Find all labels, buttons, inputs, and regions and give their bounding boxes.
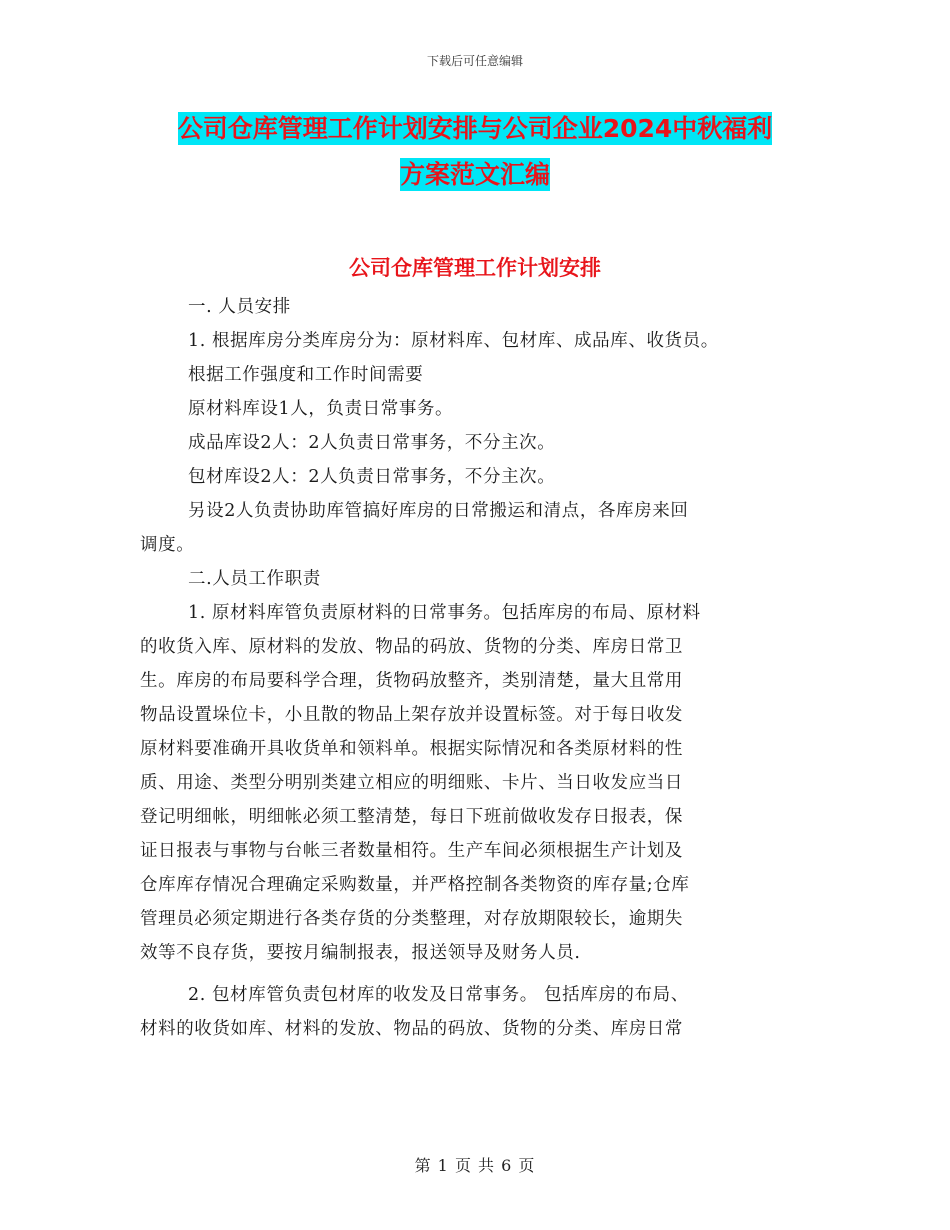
paragraph-line: 成品库设2人：2人负责日常事务，不分主次。 bbox=[188, 433, 556, 453]
document-title-line-1: 公司仓库管理工作计划安排与公司企业2024中秋福利 bbox=[177, 114, 773, 143]
document-title-line-2: 方案范文汇编 bbox=[399, 160, 550, 189]
paragraph-line: 的收货入库、原材料的发放、物品的码放、货物的分类、库房日常卫 bbox=[140, 637, 683, 657]
section-heading: 二.人员工作职责 bbox=[188, 569, 321, 589]
paragraph-line: 仓库库存情况合理确定采购数量，并严格控制各类物资的库存量;仓库 bbox=[140, 875, 690, 895]
paragraph-line: 原材料要准确开具收货单和领料单。根据实际情况和各类原材料的性 bbox=[140, 739, 683, 759]
paragraph-line: 1. 根据库房分类库房分为：原材料库、包材库、成品库、收货员。 bbox=[188, 331, 719, 351]
page-header: 下载后可任意编辑 bbox=[426, 54, 523, 68]
paragraph-line: 1. 原材料库管负责原材料的日常事务。包括库房的布局、原材料 bbox=[188, 603, 701, 623]
paragraph-line: 质、用途、类型分明别类建立相应的明细账、卡片、当日收发应当日 bbox=[140, 773, 683, 793]
paragraph-line: 2. 包材库管负责包材库的收发及日常事务。 包括库房的布局、 bbox=[188, 985, 689, 1005]
paragraph-line: 生。库房的布局要科学合理，货物码放整齐，类别清楚，量大且常用 bbox=[140, 671, 683, 691]
document-body bbox=[140, 290, 820, 1046]
paragraph-line: 包材库设2人：2人负责日常事务，不分主次。 bbox=[188, 467, 556, 487]
paragraph-line: 登记明细帐，明细帐必须工整清楚，每日下班前做收发存日报表，保 bbox=[140, 807, 683, 827]
paragraph-line: 效等不良存货，要按月编制报表，报送领导及财务人员. bbox=[140, 943, 581, 963]
section-title: 公司仓库管理工作计划安排 bbox=[349, 256, 601, 280]
paragraph-line: 证日报表与事物与台帐三者数量相符。生产车间必须根据生产计划及 bbox=[140, 841, 683, 861]
page-footer: 第 1 页 共 6 页 bbox=[414, 1156, 536, 1175]
paragraph-line: 根据工作强度和工作时间需要 bbox=[188, 365, 424, 385]
paragraph-line: 物品设置垛位卡，小且散的物品上架存放并设置标签。对于每日收发 bbox=[140, 705, 683, 725]
section-heading: 一. 人员安排 bbox=[188, 297, 291, 317]
paragraph-line: 材料的收货如库、材料的发放、物品的码放、货物的分类、库房日常 bbox=[140, 1019, 683, 1039]
paragraph-line: 管理员必须定期进行各类存货的分类整理，对存放期限较长，逾期失 bbox=[140, 909, 683, 929]
paragraph-line: 另设2人负责协助库管搞好库房的日常搬运和清点，各库房来回 bbox=[188, 501, 689, 521]
paragraph-line: 原材料库设1人，负责日常事务。 bbox=[188, 399, 454, 419]
paragraph-line: 调度。 bbox=[140, 535, 195, 555]
